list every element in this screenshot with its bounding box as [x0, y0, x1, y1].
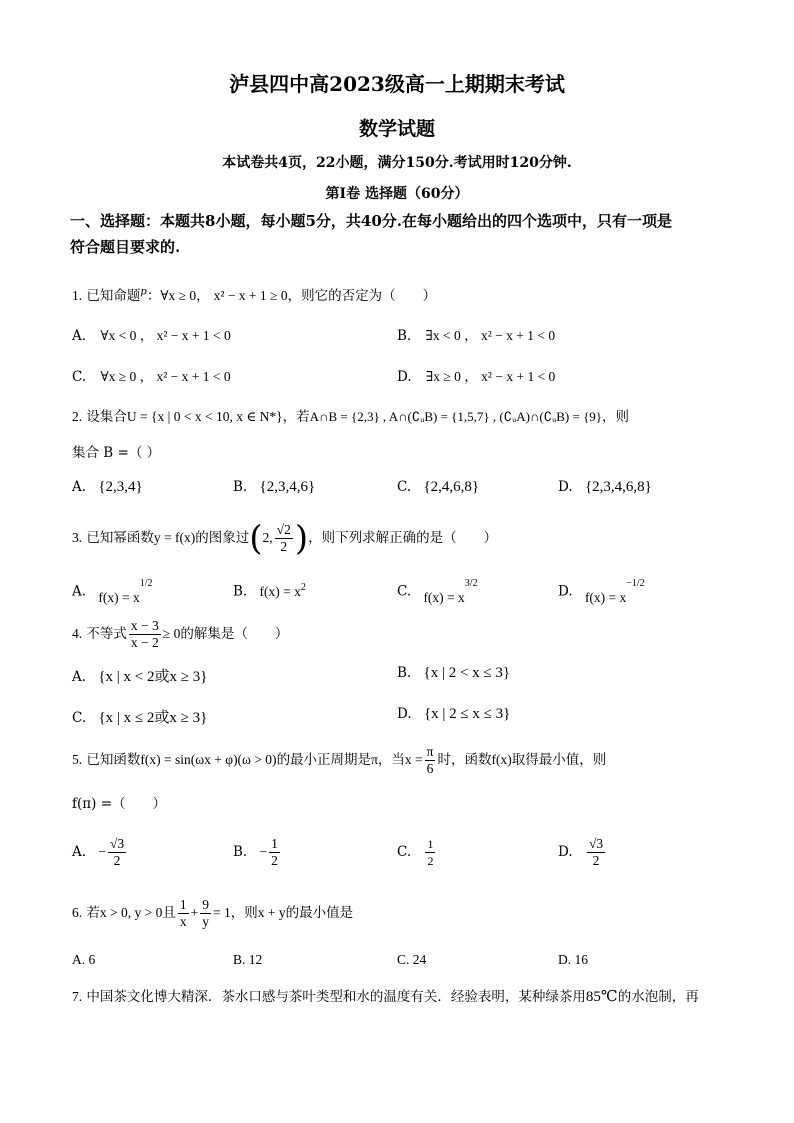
q1-colon: ： — [146, 288, 161, 304]
option-base: f(x) = x — [423, 589, 465, 605]
q6-option-a[interactable] — [72, 952, 95, 968]
question-6 — [72, 893, 353, 933]
q1-option-d[interactable] — [397, 365, 555, 385]
numerator: π — [426, 744, 434, 759]
option-label: D. — [558, 583, 573, 600]
question-3 — [72, 514, 497, 562]
option-label: A. — [72, 952, 86, 967]
option-label: A. — [72, 479, 87, 495]
q1-tail: ，则它的否定为（ ） — [287, 288, 437, 304]
q4-lead: 不等式 — [86, 626, 127, 642]
q5-period: π — [371, 752, 378, 767]
option-fraction — [108, 836, 126, 869]
q5-x-eq: x = — [404, 752, 423, 767]
option-label: A. — [72, 669, 87, 685]
numerator: 9 — [202, 897, 210, 912]
numerator: x − 3 — [130, 618, 159, 633]
q6-condition: x > 0, y > 0 — [99, 905, 163, 920]
denominator: 2 — [113, 853, 121, 868]
q6-equals: = 1 — [213, 905, 231, 920]
option-label: B. — [397, 665, 412, 681]
option-text: {2,3,4} — [98, 479, 143, 495]
q5-option-d[interactable] — [558, 834, 607, 870]
q5-option-a[interactable] — [72, 834, 128, 870]
option-text: 6 — [88, 952, 96, 967]
q1-p: p — [140, 286, 147, 298]
option-text: {2,3,4,6} — [259, 479, 316, 495]
option-base: f(x) = x — [98, 589, 140, 605]
denominator: 2 — [271, 853, 278, 868]
option-fraction — [425, 836, 435, 869]
left-paren: ( — [249, 518, 263, 559]
q4-option-c[interactable] — [72, 706, 207, 727]
q2-option-d[interactable] — [558, 479, 652, 496]
option-label: C. — [72, 369, 87, 385]
option-label: B. — [233, 952, 246, 967]
q1-option-c[interactable] — [72, 365, 231, 385]
q4-fraction — [129, 618, 161, 651]
q2-line-2: 集合 B =（ ） — [72, 445, 161, 461]
q6-plus: + — [190, 905, 199, 920]
option-label: D. — [397, 706, 412, 722]
q1-lead: 已知命题 — [86, 288, 141, 304]
denominator: x — [179, 914, 187, 929]
q4-relation: ≥ 0 — [162, 626, 181, 641]
q2-option-a[interactable] — [72, 479, 143, 496]
denominator: x − 2 — [130, 635, 159, 650]
q5-tail: 时，函数 — [437, 752, 492, 768]
q2-number: 2. — [72, 409, 83, 424]
option-base: f(x) = x — [584, 589, 627, 605]
q6-mid: ，则 — [230, 905, 258, 921]
option-fraction — [587, 836, 605, 869]
q4-number: 4. — [72, 626, 83, 641]
option-exponent: 3/2 — [464, 578, 478, 589]
option-exponent: 2 — [300, 582, 306, 593]
q3-point-x: 2, — [262, 530, 273, 545]
option-label: C. — [397, 479, 412, 495]
option-text: {x | 2 ≤ x ≤ 3} — [423, 706, 511, 722]
denominator: 2 — [280, 539, 288, 554]
numerator: 1 — [427, 837, 434, 851]
question-1: 1. 已知命题$^p$：∀x ≥ 0， x² − x + 1 ≥ 0，则它的否定为（ ） — [72, 286, 437, 304]
q7-temperature: 85℃ — [585, 989, 618, 1005]
q2-condition: A∩B = {2,3} , A∩(∁ᵤB) = {1,5,7} , (∁ᵤA)∩(∁ᵤB) = {9} — [309, 409, 603, 424]
q1-prop-b: x² − x + 1 ≥ 0 — [213, 288, 288, 303]
option-label: C. — [397, 583, 412, 600]
right-paren: ) — [294, 518, 309, 559]
option-label: C. — [397, 952, 410, 967]
option-label: C. — [72, 710, 87, 726]
option-text: ∀x ≥ 0 ， x² − x + 1 < 0 — [100, 369, 231, 384]
q1-number: 1. — [72, 288, 83, 303]
q3-number: 3. — [72, 530, 83, 545]
option-label: A. — [72, 328, 87, 344]
q3-option-c[interactable] — [397, 578, 478, 605]
q2-tail: ，则 — [602, 409, 630, 425]
numerator: 1 — [179, 897, 187, 912]
q2-lead: 设集合 — [86, 409, 127, 425]
option-label: B. — [233, 583, 248, 600]
option-exponent: 1/2 — [139, 578, 153, 589]
q7-text: 中国茶文化博大精深．茶水口感与茶叶类型和水的温度有关．经验表明，某种绿茶用 — [86, 989, 586, 1005]
option-fraction — [269, 836, 280, 869]
exam-subject: 数学试题 — [358, 118, 435, 140]
numerator: 1 — [271, 836, 278, 851]
exam-title: 泸县四中高2023级高一上期期末考试 — [229, 72, 565, 96]
question-2 — [72, 405, 629, 425]
q6-tail: 的最小值是 — [285, 905, 354, 921]
q6-option-d[interactable] — [558, 952, 588, 968]
q5-func: f(x) = sin(ωx + φ)(ω > 0) — [140, 752, 277, 767]
q6-fraction-2 — [200, 897, 211, 930]
question-4 — [72, 614, 288, 654]
q3-func: y = f(x) — [153, 530, 196, 545]
q5-mid: 的最小正周期是 — [276, 752, 372, 768]
exam-info: 本试卷共4页，22小题，满分150分.考试用时120分钟. — [222, 155, 572, 171]
q3-lead: 已知幂函数 — [86, 530, 154, 546]
q5-fraction — [425, 744, 436, 777]
option-text: {2,4,6,8} — [423, 479, 480, 495]
option-label: C. — [397, 844, 412, 860]
q6-and: 且 — [162, 905, 176, 921]
q1-prop-a: ∀x ≥ 0 — [160, 288, 197, 303]
q5-fx: f(x) — [491, 752, 512, 767]
q2-mid: ，若 — [282, 409, 310, 425]
option-label: D. — [397, 369, 412, 385]
option-text: {2,3,4,6,8} — [584, 479, 652, 495]
q4-option-b[interactable] — [397, 665, 510, 682]
option-label: A. — [72, 583, 87, 600]
q5-when: ，当 — [377, 752, 405, 768]
q6-fraction-1 — [178, 897, 189, 930]
q3-mid: 的图象过 — [195, 530, 250, 546]
q7-tail: 的水泡制，再 — [617, 989, 699, 1005]
option-text: {x | 2 < x ≤ 3} — [423, 665, 511, 681]
q5-option-c[interactable] — [397, 834, 437, 870]
option-sign: − — [259, 844, 268, 859]
option-text: 24 — [412, 952, 427, 967]
q3-option-a[interactable] — [72, 578, 153, 605]
part-title: 第I卷 选择题（60分） — [325, 186, 469, 202]
q2-option-c[interactable] — [397, 479, 479, 496]
option-text: ∃x < 0 ， x² − x + 1 < 0 — [425, 328, 556, 343]
q2-set-u: U = {x | 0 < x < 10, x ∈ N*} — [126, 409, 283, 424]
q2-option-b[interactable] — [233, 479, 315, 496]
q3-tail: ，则下列求解正确的是（ ） — [308, 530, 498, 546]
question-7 — [72, 985, 699, 1006]
q6-expr: x + y — [257, 905, 286, 920]
denominator: y — [202, 914, 210, 929]
option-sign: − — [98, 844, 106, 859]
denominator: 2 — [427, 854, 434, 868]
option-label: D. — [558, 952, 572, 967]
denominator: 6 — [426, 761, 434, 776]
option-label: B. — [233, 479, 248, 495]
option-label: A. — [72, 844, 87, 860]
q6-option-b[interactable] — [233, 952, 262, 968]
option-text: {x | x < 2或x ≥ 3} — [98, 669, 208, 685]
option-text: ∀x < 0 ， x² − x + 1 < 0 — [100, 328, 231, 343]
q3-point-fraction — [275, 522, 293, 555]
q4-option-d[interactable] — [397, 706, 510, 723]
q5-option-b[interactable] — [233, 834, 282, 870]
q1-option-b[interactable] — [397, 324, 555, 344]
section-line-1: 一、选择题：本题共8小题，每小题5分，共40分.在每小题给出的四个选项中，只有一项是 — [70, 212, 672, 230]
q5-line-2: f(π) =（ ） — [72, 796, 167, 812]
section-instructions — [70, 208, 730, 260]
option-base: f(x) = x — [259, 583, 301, 599]
numerator: √3 — [588, 836, 604, 851]
numerator: √3 — [109, 836, 125, 851]
option-label: B. — [233, 844, 248, 860]
option-exponent: −1/2 — [626, 578, 645, 589]
q4-option-a[interactable] — [72, 665, 207, 686]
q1-option-a[interactable] — [72, 324, 231, 344]
option-label: D. — [558, 479, 573, 495]
denominator: 2 — [592, 853, 600, 868]
q4-tail: 的解集是（ ） — [180, 626, 289, 642]
q5-lead: 已知函数 — [86, 752, 141, 768]
q3-option-b[interactable] — [233, 582, 306, 600]
option-text: ∃x ≥ 0 ， x² − x + 1 < 0 — [425, 369, 556, 384]
q5-tail2: 取得最小值，则 — [511, 752, 607, 768]
question-5 — [72, 740, 606, 780]
option-label: D. — [558, 844, 573, 860]
option-text: {x | x ≤ 2或x ≥ 3} — [98, 710, 208, 726]
q5-number: 5. — [72, 752, 83, 767]
option-label: B. — [397, 328, 412, 344]
numerator: √2 — [276, 522, 291, 537]
q6-lead: 若 — [86, 905, 100, 921]
q6-option-c[interactable] — [397, 952, 426, 968]
option-text: 16 — [574, 952, 588, 967]
q3-option-d[interactable] — [558, 578, 645, 605]
q6-number: 6. — [72, 905, 83, 920]
section-line-2: 符合题目要求的. — [70, 238, 181, 256]
option-text: 12 — [248, 952, 263, 967]
q7-number: 7. — [72, 989, 83, 1004]
